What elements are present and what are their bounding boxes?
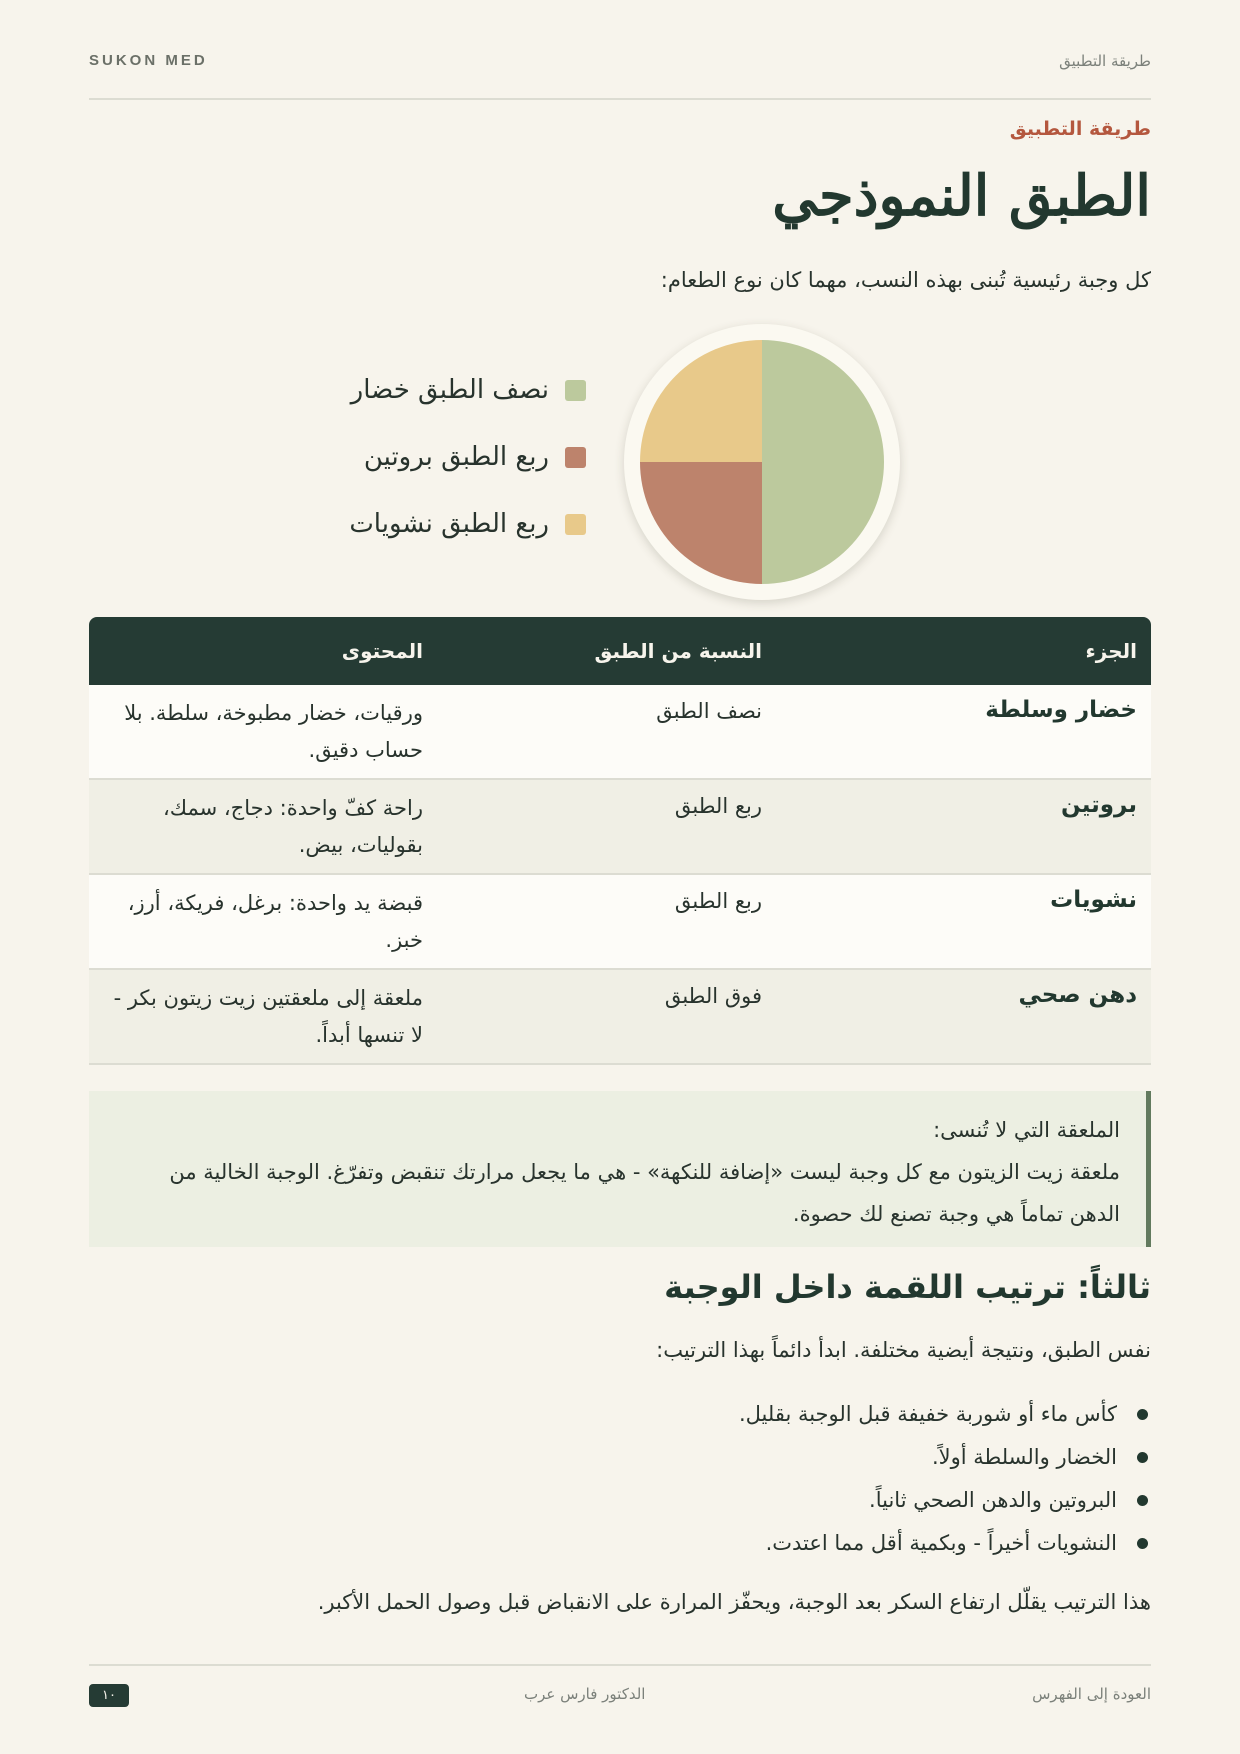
brand-name: SUKON MED xyxy=(89,52,208,69)
page-number-badge: ١٠ xyxy=(89,1684,129,1707)
pie-slice-protein xyxy=(640,462,762,584)
section-lead: نفس الطبق، ونتيجة أيضية مختلفة. ابدأ دائماً بهذا الترتيب: xyxy=(656,1338,1151,1362)
plate-table xyxy=(89,617,1151,1065)
list-item-text: البروتين والدهن الصحي ثانياً. xyxy=(869,1488,1117,1512)
pie-slice-starches xyxy=(640,340,762,462)
intro-text: كل وجبة رئيسية تُبنى بهذه النسب، مهما كان نوع الطعام: xyxy=(660,268,1151,292)
pie-svg xyxy=(638,338,886,586)
author-name: الدكتور فارس عرب xyxy=(524,1685,646,1703)
list-item-text: الخضار والسلطة أولاً. xyxy=(931,1445,1117,1469)
table-row xyxy=(89,875,1151,970)
running-header: طريقة التطبيق xyxy=(1059,52,1151,70)
bullet-icon xyxy=(1137,1538,1148,1549)
table-cell: بروتين xyxy=(1061,792,1137,818)
table-row xyxy=(89,970,1151,1065)
table-cell: خضار وسلطة xyxy=(985,697,1137,723)
legend-swatch-starches xyxy=(565,514,586,535)
table-row xyxy=(89,780,1151,875)
section-kicker: طريقة التطبيق xyxy=(1009,118,1151,140)
table-header-cell: المحتوى xyxy=(341,639,423,663)
legend-item-starches xyxy=(349,509,586,539)
table-cell: نشويات xyxy=(1050,887,1137,913)
bullet-icon xyxy=(1137,1452,1148,1463)
table-cell: دهن صحي xyxy=(1018,982,1137,1008)
bullet-icon xyxy=(1137,1409,1148,1420)
table-cell: ربع الطبق xyxy=(674,889,762,913)
bullet-icon xyxy=(1137,1495,1148,1506)
table-header-cell: الجزء xyxy=(1085,639,1137,663)
callout-body: ملعقة زيت الزيتون مع كل وجبة ليست «إضافة للنكهة» - هي ما يجعل مرارتك تنقبض وتفرّغ. الوجبة الخالية من الدهن تماماً هي وجبة تصنع لك حصوة. xyxy=(169,1160,1120,1226)
list-item-text: كأس ماء أو شوربة خفيفة قبل الوجبة بقليل. xyxy=(738,1402,1117,1426)
plate-pie-chart xyxy=(624,324,900,600)
back-to-index-link[interactable]: العودة إلى الفهرس xyxy=(1032,1685,1151,1703)
section-heading: ثالثاً: ترتيب اللقمة داخل الوجبة xyxy=(664,1268,1151,1306)
table-cell: نصف الطبق xyxy=(656,699,762,723)
header-divider xyxy=(89,98,1151,100)
callout-title: الملعقة التي لا تُنسى: xyxy=(933,1118,1120,1142)
list-item-text: النشويات أخيراً - وبكمية أقل مما اعتدت. xyxy=(765,1531,1117,1555)
page-title: الطبق النموذجي xyxy=(772,163,1151,229)
table-row xyxy=(89,685,1151,780)
eating-order-list xyxy=(151,1393,1151,1565)
list-item xyxy=(151,1479,1151,1522)
legend-item-protein xyxy=(364,442,586,472)
list-item xyxy=(151,1393,1151,1436)
legend-swatch-vegetables xyxy=(565,380,586,401)
pie-slice-vegetables xyxy=(762,340,884,584)
table-cell: ربع الطبق xyxy=(674,794,762,818)
closing-paragraph: هذا الترتيب يقلّل ارتفاع السكر بعد الوجبة، ويحفّز المرارة على الانقباض قبل وصول الحمل الأكبر. xyxy=(317,1590,1151,1614)
table-header-cell: النسبة من الطبق xyxy=(594,639,762,663)
callout-note xyxy=(89,1091,1151,1247)
legend-swatch-protein xyxy=(565,447,586,468)
table-cell: ورقيات، خضار مطبوخة، سلطة. بلا حساب دقيق. xyxy=(124,701,423,762)
list-item xyxy=(151,1522,1151,1565)
table-cell: راحة كفّ واحدة: دجاج، سمك، بقوليات، بيض. xyxy=(163,796,423,857)
table-cell: فوق الطبق xyxy=(664,984,762,1008)
table-header xyxy=(89,617,1151,685)
legend-label: ربع الطبق بروتين xyxy=(363,442,549,472)
legend-item-vegetables xyxy=(351,375,586,405)
table-cell: قبضة يد واحدة: برغل، فريكة، أرز، خبز. xyxy=(127,891,423,952)
legend-label: ربع الطبق نشويات xyxy=(349,509,549,539)
legend-label: نصف الطبق خضار xyxy=(350,375,549,405)
footer-divider xyxy=(89,1664,1151,1666)
list-item xyxy=(151,1436,1151,1479)
table-cell: ملعقة إلى ملعقتين زيت زيتون بكر - لا تنسها أبداً. xyxy=(113,986,423,1047)
